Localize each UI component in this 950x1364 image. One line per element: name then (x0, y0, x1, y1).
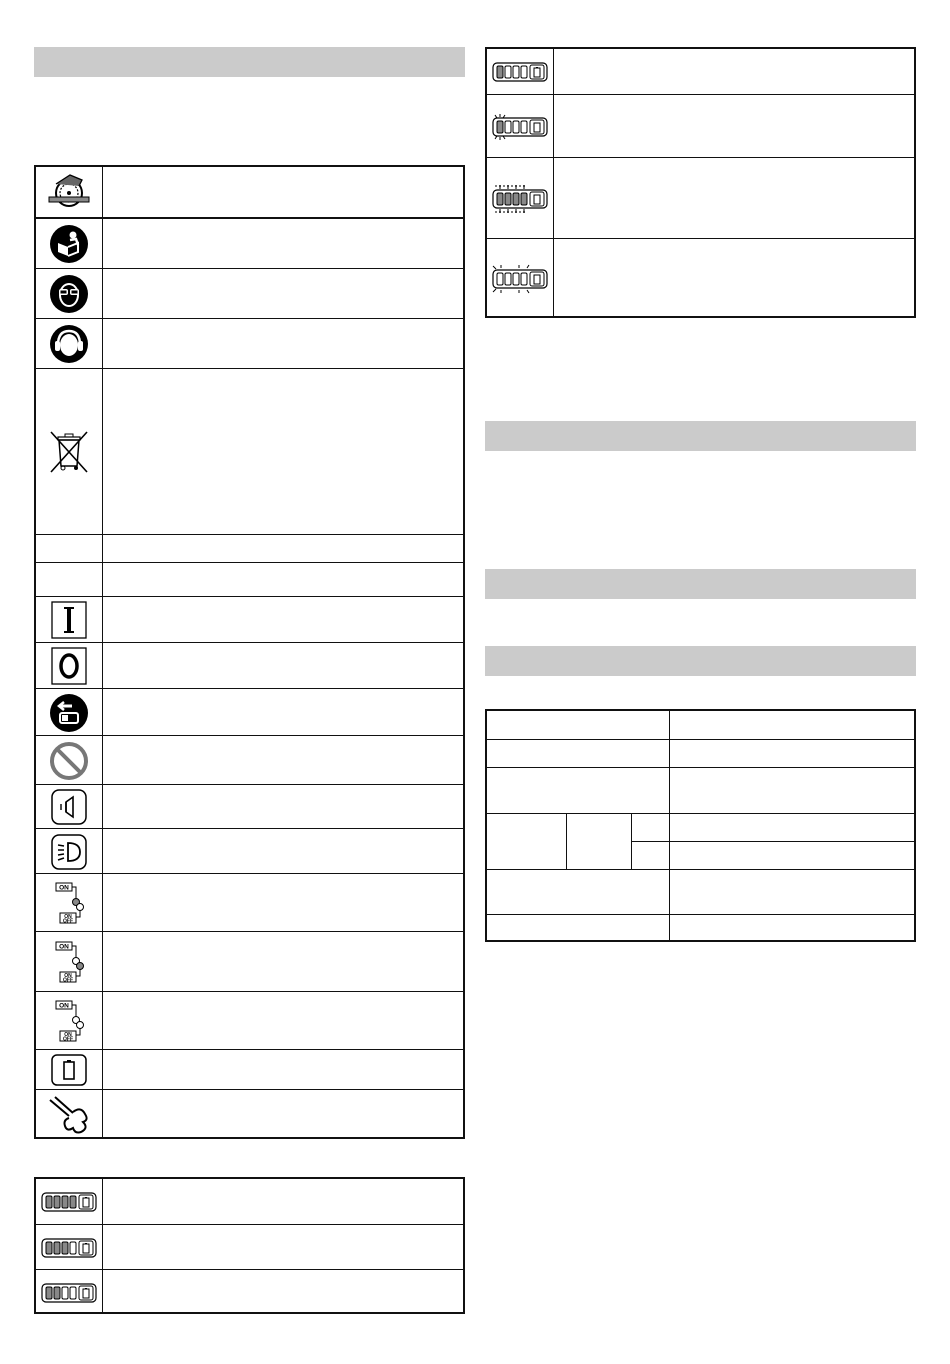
read-manual-icon (36, 219, 102, 269)
power-off-O-icon (36, 643, 102, 689)
prohibited-icon (36, 736, 102, 785)
symbol-row (36, 828, 463, 874)
symbol-row (36, 218, 463, 269)
section-heading-bar-2 (485, 421, 916, 451)
circular-saw-icon (36, 167, 102, 217)
symbol-row (36, 784, 463, 829)
symbol-row (36, 735, 463, 785)
spec-col-divider (631, 813, 632, 869)
battery-4-bars-blinking-icon (487, 158, 553, 239)
symbol-row (36, 268, 463, 319)
spec-col-divider (566, 813, 567, 869)
svg-text:ON: ON (64, 914, 72, 920)
battery-row (36, 1269, 463, 1315)
on-off-indicator-icon (36, 874, 102, 932)
battery-row (36, 1179, 463, 1224)
weee-crossed-bin-icon (36, 369, 102, 535)
svg-text:OFF: OFF (63, 1036, 73, 1043)
unlock-battery-icon (36, 689, 102, 736)
section-heading-bar-1 (34, 47, 465, 77)
section-heading-bar-4 (485, 646, 916, 676)
symbol-row (36, 642, 463, 689)
sound-icon (36, 785, 102, 829)
spec-row-divider (487, 739, 916, 740)
svg-text:ON: ON (59, 943, 69, 951)
symbols-table (34, 165, 465, 1139)
battery-row (487, 157, 914, 239)
symbol-row (36, 368, 463, 535)
battery-3-bars-icon (36, 1225, 102, 1270)
battery-level-table-left (34, 1177, 465, 1314)
battery-icon (36, 1050, 102, 1090)
symbol-row (36, 688, 463, 736)
on-off-indicator-icon (36, 992, 102, 1050)
symbol-row (36, 562, 463, 597)
symbol-row (36, 1049, 463, 1090)
ear-protection-icon (36, 319, 102, 369)
section-heading-bar-3 (485, 569, 916, 599)
battery-row (487, 94, 914, 158)
svg-text:OFF: OFF (63, 977, 73, 984)
light-icon (36, 829, 102, 874)
battery-1-bar-blinking-icon (487, 95, 553, 158)
symbol-row (36, 318, 463, 369)
symbol-row (36, 1089, 463, 1140)
eye-protection-icon (36, 269, 102, 319)
battery-blinking-icon (487, 239, 553, 319)
battery-row (487, 49, 914, 94)
battery-1-bar-icon (487, 49, 553, 94)
battery-4-bars-icon (36, 1179, 102, 1224)
battery-level-table-right (485, 47, 916, 318)
svg-text:ON: ON (64, 1032, 72, 1038)
symbol-row (36, 991, 463, 1050)
spec-col-divider (669, 711, 670, 942)
symbol-row (36, 167, 463, 217)
symbol-row (36, 931, 463, 992)
battery-row (487, 238, 914, 319)
svg-text:ON: ON (59, 884, 69, 892)
symbol-row (36, 873, 463, 932)
spec-row-divider (487, 914, 916, 915)
svg-text:ON: ON (59, 1002, 69, 1010)
spec-row-divider (631, 841, 916, 842)
spec-row-divider (487, 869, 916, 870)
svg-text:ON: ON (64, 973, 72, 979)
spec-row-divider (487, 813, 916, 814)
battery-2-bars-icon (36, 1270, 102, 1315)
specifications-table (485, 709, 916, 942)
svg-text:OFF: OFF (63, 918, 73, 925)
symbol-row (36, 534, 463, 563)
on-off-indicator-icon (36, 932, 102, 992)
spec-row-divider (487, 767, 916, 768)
symbol-row (36, 596, 463, 643)
blow-off-icon (36, 1090, 102, 1140)
battery-row (36, 1224, 463, 1270)
power-on-I-icon (36, 597, 102, 643)
